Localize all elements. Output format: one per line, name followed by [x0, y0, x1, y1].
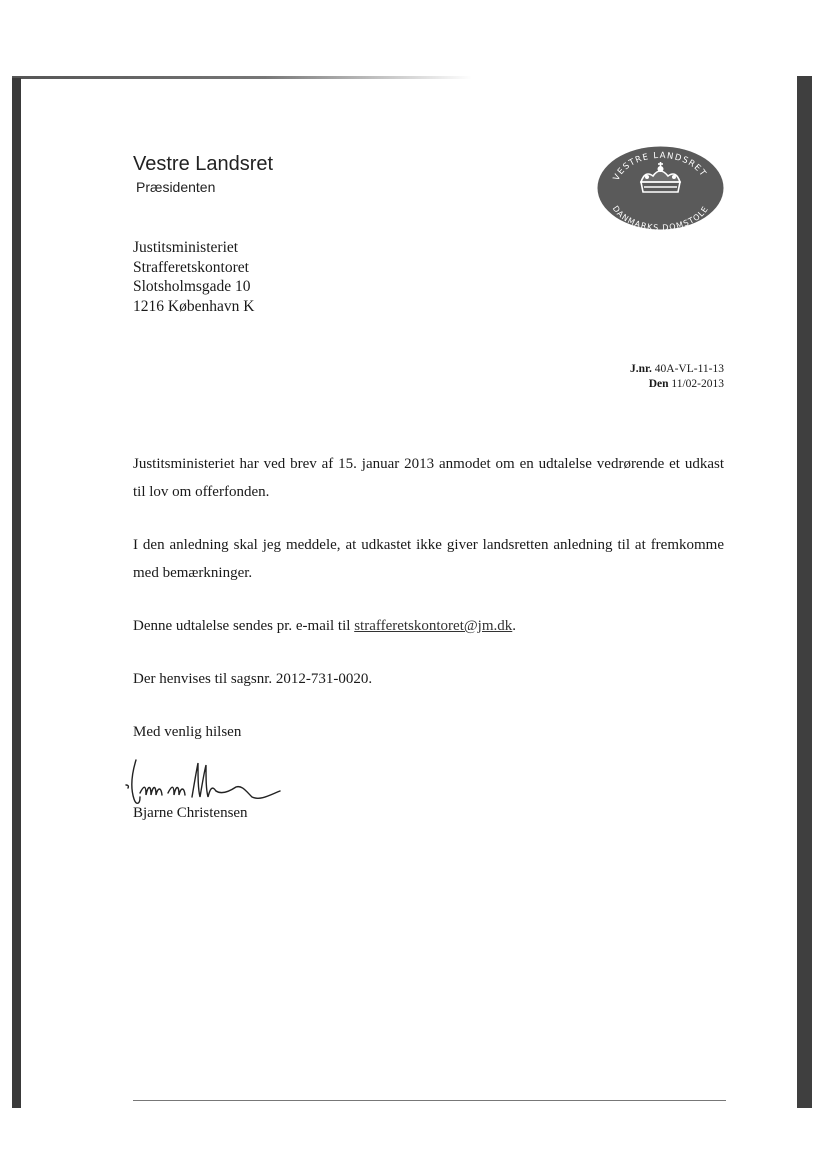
court-seal [597, 146, 724, 230]
journal-number-label: J.nr. [629, 363, 652, 375]
letter-date: 11/02-2013 [671, 378, 724, 390]
email-suffix: . [512, 618, 517, 634]
email-link[interactable]: strafferetskontoret@jm.dk [354, 618, 513, 634]
footer-divider [133, 1100, 726, 1101]
seal-top-text: VESTRE LANDSRET [611, 150, 709, 183]
email-intro: Denne udtalelse sendes pr. e-mail til [133, 618, 355, 634]
journal-number: 40A-VL-11-13 [654, 363, 724, 375]
body-paragraph-4: Der henvises til sagsnr. 2012-731-0020. [133, 671, 373, 687]
body-paragraph-2: I den anledning skal jeg meddele, at udkastet ikke giver landsretten anledning til at fremkomme med bemærkninger. [133, 537, 724, 581]
date-line [520, 377, 724, 392]
journal-number-line [520, 362, 724, 377]
recipient-line: Strafferetskontoret [133, 258, 249, 276]
scan-edge-left [12, 78, 21, 1108]
office-title: Præsidenten [136, 179, 216, 195]
recipient-line: 1216 København K [133, 297, 255, 315]
court-name: Vestre Landsret [133, 153, 274, 175]
date-label: Den [648, 378, 669, 390]
body-paragraph-1: Justitsministeriet har ved brev af 15. januar 2013 anmodet om en udtalelse vedrørende et udkast til lov om offerfonden. [133, 456, 724, 500]
body-paragraph-3 [133, 612, 724, 640]
recipient-line: Slotsholmsgade 10 [133, 278, 251, 295]
scan-edge-right [797, 76, 812, 1108]
seal-bottom-text: DANMARKS DOMSTOLE [610, 204, 711, 230]
closing-greeting: Med venlig hilsen [133, 724, 242, 740]
reference-block [520, 362, 724, 392]
recipient-line: Justitsministeriet [133, 239, 239, 256]
signer-name: Bjarne Christensen [133, 805, 248, 821]
recipient-address [133, 238, 254, 316]
scan-edge-top [12, 76, 472, 79]
